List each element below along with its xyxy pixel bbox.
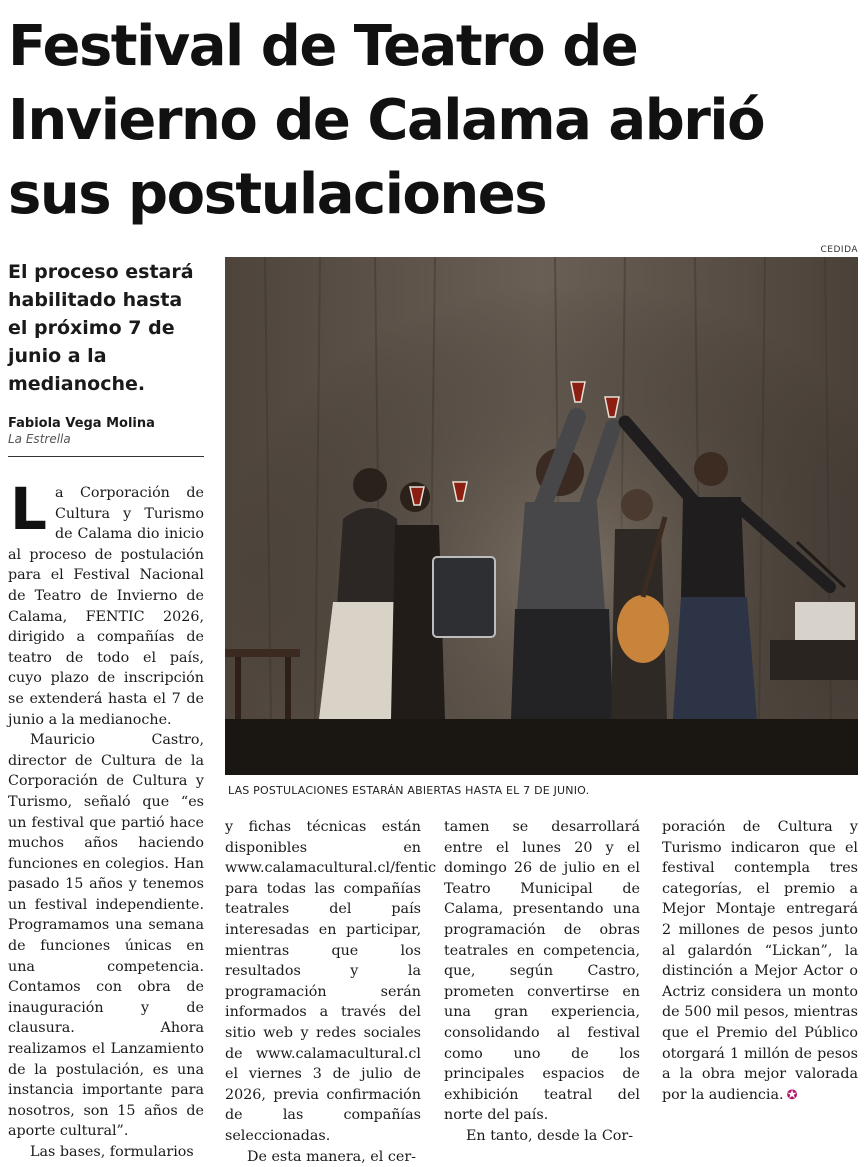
article-paragraph: Las bases, formularios <box>8 1142 204 1163</box>
end-of-article-icon: ✪ <box>787 1088 798 1103</box>
photo-caption: LAS POSTULACIONES ESTARÁN ABIERTAS HASTA EL 7 DE JUNIO. <box>228 784 858 797</box>
article-paragraph: tamen se desarrollará entre el lunes 20 y el domingo 26 de julio en el Teatro Municipal de Calama, presentando una programación de obras teatrales en competencia, que, según Castro, prometen convertirse en una gran experiencia, consolidando al festival como uno de los principales espacios de exhibición teatral del norte del país. <box>444 817 640 1126</box>
article-column-2 <box>225 817 421 1167</box>
article-paragraph: y fichas técnicas están disponibles en www.calamacultural.cl/fentic para todas las compañías teatrales del país interesadas en participar, mientras que los resultados y la programación serán informados a través del sitio web y redes sociales de www.calamacultural.cl el viernes 3 de julio de 2026, previa confirmación de las compañías seleccionadas. <box>225 817 421 1147</box>
article-deck: El proceso estará habilitado hasta el próximo 7 de junio a la medianoche. <box>8 258 204 398</box>
sidebar-divider <box>8 456 204 457</box>
byline-publication: La Estrella <box>8 432 204 446</box>
byline-author: Fabiola Vega Molina <box>8 416 204 432</box>
article-paragraph: De esta manera, el cer- <box>225 1147 421 1167</box>
article-sidebar <box>8 258 204 457</box>
article-paragraph-lead <box>8 483 204 730</box>
article-column-1 <box>8 483 204 1163</box>
paragraph-text: a Corporación de Cultura y Turismo de Calama dio inicio al proceso de postulación para el Festival Nacional de Teatro de Invierno de Calama, FENTIC 2026, dirigido a compañías de teatro de todo el país, cuyo plazo de inscripción se extenderá hasta el 7 de junio a la medianoche. <box>8 485 204 728</box>
article-paragraph-final <box>662 817 858 1106</box>
article-paragraph: Mauricio Castro, director de Cultura de la Corporación de Cultura y Turismo, señaló que “es un festival que partió hace muchos años haciendo funciones en colegios. Han pasado 15 años y tenemos un festival independiente. Programamos una semana de funciones únicas en una competencia. Contamos con obra de inauguración y de clausura. Ahora realizamos el Lanzamiento de la postulación, es una instancia importante para nosotros, son 15 años de aporte cultural”. <box>8 730 204 1142</box>
article-column-4 <box>662 817 858 1106</box>
article-column-3 <box>444 817 640 1147</box>
article-paragraph: En tanto, desde la Cor- <box>444 1126 640 1147</box>
paragraph-text: poración de Cultura y Turismo indicaron que el festival contempla tres categorías, el premio a Mejor Montaje entregará 2 millones de pesos junto al galardón “Lickan”, la distinción a Mejor Actor o Actriz considera un monto de 500 mil pesos, mientras que el Premio del Público otorgará 1 millón de pesos a la obra mejor valorada por la audiencia. <box>662 819 858 1103</box>
dropcap: L <box>10 485 47 533</box>
headline: Festival de Teatro de Invierno de Calama abrió sus postulaciones <box>8 10 858 232</box>
stage-photo-illustration <box>225 257 858 775</box>
photo-credit: CEDIDA <box>821 245 858 255</box>
article-photo <box>225 257 858 775</box>
